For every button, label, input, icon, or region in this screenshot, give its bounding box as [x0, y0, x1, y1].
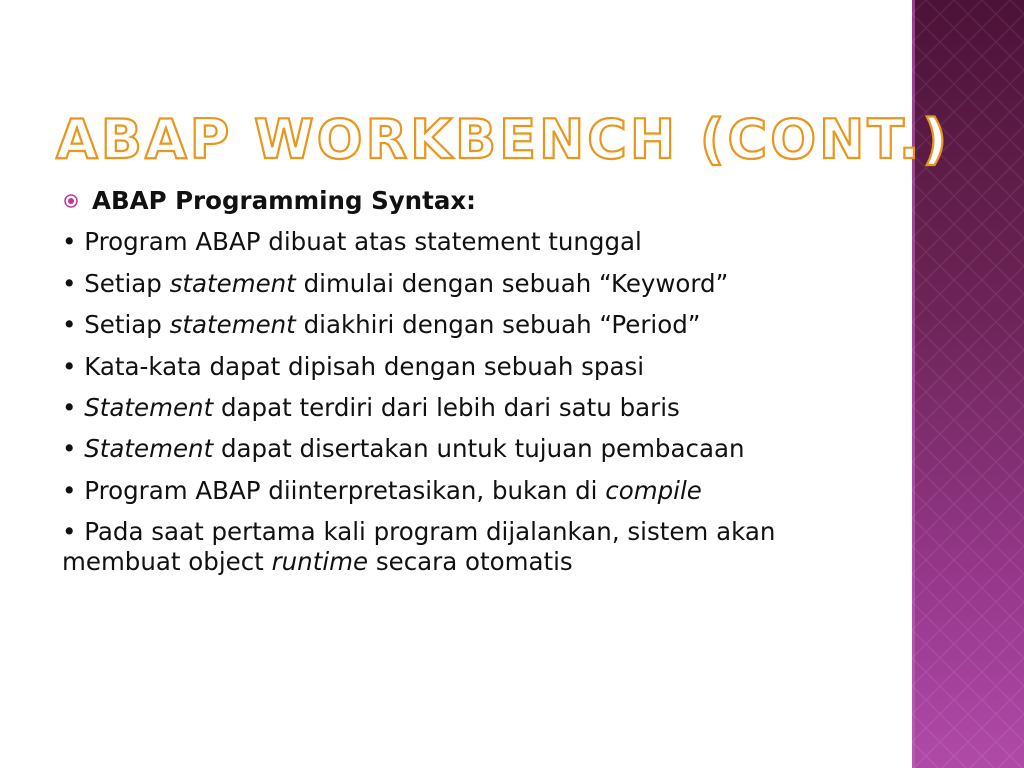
slide-body	[62, 186, 882, 588]
target-icon	[64, 194, 78, 208]
bullet-item	[62, 310, 882, 339]
italic-term: Statement	[84, 392, 214, 422]
bullet-text: dapat terdiri dari lebih dari satu baris	[213, 392, 680, 422]
bullet-text: dimulai dengan sebuah “Keyword”	[295, 268, 729, 298]
slide-title	[54, 98, 951, 171]
italic-term: statement	[169, 268, 296, 298]
bullet-item	[62, 269, 882, 298]
bullet-mark: •	[62, 310, 85, 340]
section-heading: ABAP Programming Syntax:	[92, 186, 476, 215]
bullet-text: Pada saat pertama kali program dijalankan, sistem akan membuat object	[62, 517, 776, 576]
bullet-mark: •	[62, 475, 85, 505]
bullet-text: dapat disertakan untuk tujuan pembacaan	[213, 434, 745, 464]
bullet-item	[62, 393, 882, 422]
bullet-text: Program ABAP diinterpretasikan, bukan di	[84, 475, 606, 505]
bullet-item	[62, 476, 882, 505]
bullet-text: Program ABAP dibuat atas statement tunggal	[84, 227, 642, 257]
bullet-mark: •	[62, 227, 85, 257]
bullet-mark: •	[62, 392, 85, 422]
svg-text:ABAP WORKBENCH (CONT.): ABAP WORKBENCH (CONT.)	[56, 108, 951, 171]
italic-term: Statement	[84, 434, 214, 464]
bullet-item	[62, 227, 882, 256]
bullet-text: Kata-kata dapat dipisah dengan sebuah spasi	[84, 351, 645, 381]
bullet-text: Setiap	[84, 310, 170, 340]
bullet-item	[62, 352, 882, 381]
heading-row	[62, 186, 882, 215]
bullet-list	[62, 227, 882, 576]
bullet-mark: •	[62, 268, 85, 298]
bullet-mark: •	[62, 517, 85, 547]
bullet-text: Setiap	[84, 268, 170, 298]
bullet-item	[62, 434, 882, 463]
bullet-mark: •	[62, 434, 85, 464]
italic-term: statement	[169, 310, 296, 340]
bullet-item	[62, 517, 882, 576]
italic-term: runtime	[271, 546, 369, 576]
bullet-mark: •	[62, 351, 85, 381]
bullet-text: diakhiri dengan sebuah “Period”	[295, 310, 701, 340]
bullet-text: secara otomatis	[368, 546, 573, 576]
italic-term: compile	[605, 475, 702, 505]
